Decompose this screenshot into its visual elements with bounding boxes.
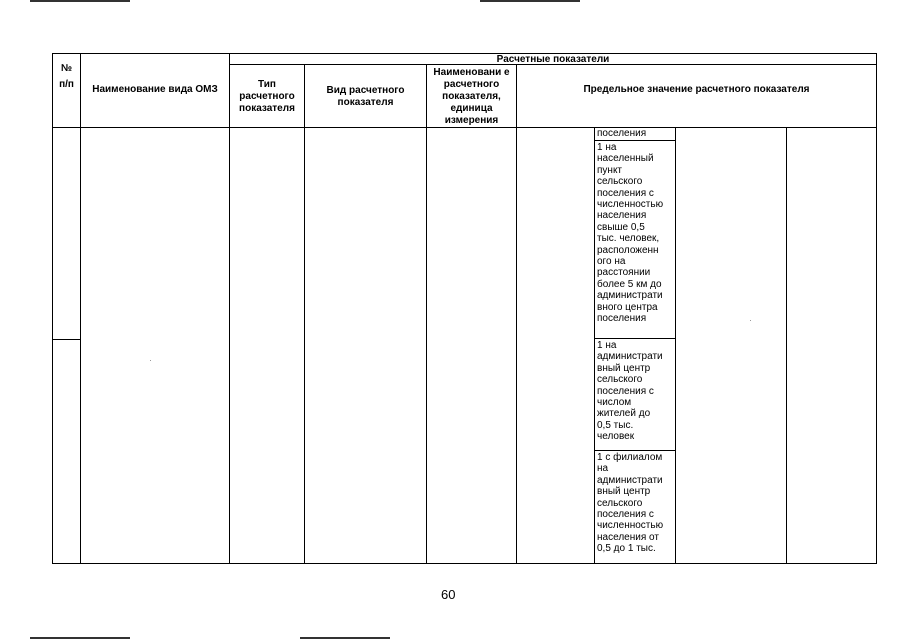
cell-value-1: поселения <box>597 128 647 139</box>
header-name-unit: Наименовани е расчетного показателя, единица измерения <box>433 67 510 126</box>
col-divider-name <box>516 64 517 564</box>
header-type: Тип расчетного показателя <box>239 79 295 114</box>
col-divider-inner-3 <box>786 127 787 564</box>
inner-row-divider-2 <box>594 338 676 339</box>
inner-row-divider-3 <box>594 450 676 451</box>
table-bottom-border <box>52 563 877 564</box>
page-number: 60 <box>441 587 456 602</box>
col-divider-inner-2 <box>675 127 676 564</box>
inner-row-divider-1 <box>594 140 676 141</box>
scan-dot <box>750 320 751 321</box>
scan-dot <box>150 360 151 361</box>
header-group: Расчетные показатели <box>496 54 610 65</box>
scan-mark-top-left <box>30 0 130 2</box>
cell-value-4: 1 с филиалом на администрати вный центр сельского поселения с численностью населения от 0,5 до 1 тыс. <box>597 452 664 555</box>
header-limit: Предельное значение расчетного показателя <box>583 84 810 95</box>
col-divider-inner-1 <box>594 127 595 564</box>
table-right-border <box>876 53 877 564</box>
header-omz-name: Наименование вида ОМЗ <box>92 84 218 95</box>
scan-mark-bottom-mid <box>300 637 390 639</box>
header-bottom-border <box>52 127 877 128</box>
header-kind: Вид расчетного показателя <box>326 85 405 108</box>
col-divider-kind <box>426 64 427 564</box>
col-divider-omz <box>229 53 230 564</box>
num-col-row-divider <box>52 339 80 340</box>
header-num: № п/п <box>59 63 74 90</box>
col-divider-num <box>80 53 81 564</box>
table-left-border <box>52 53 53 564</box>
cell-value-3: 1 на администрати вный центр сельского поселения с числом жителей до 0,5 тыс. человек <box>597 340 663 443</box>
scan-mark-top-right <box>480 0 580 2</box>
scan-mark-bottom-left <box>30 637 130 639</box>
cell-value-2: 1 на населенный пункт сельского поселения с численностью населения свыше 0,5 тыс. человек, расположенн ого на расстоянии более 5 км до администрати вного центра поселения <box>597 142 664 325</box>
col-divider-type <box>304 64 305 564</box>
